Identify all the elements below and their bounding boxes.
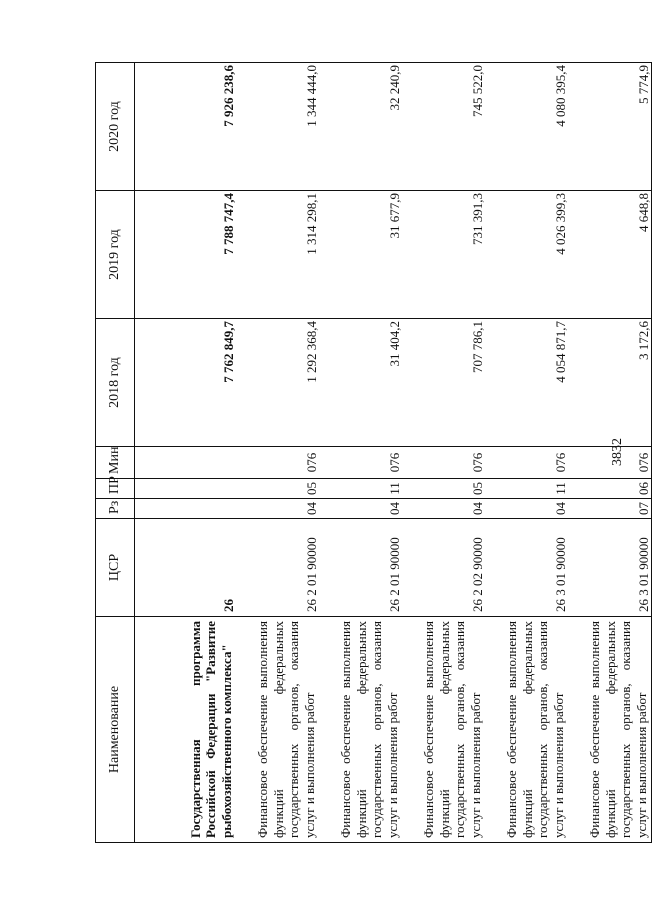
- row-2019: 31 677,9: [319, 191, 402, 319]
- row-2018: 7 762 849,7: [135, 319, 237, 447]
- header-pr: ПР: [96, 479, 135, 499]
- row-rz: 07: [568, 499, 652, 519]
- row-2020: 5 774,9: [568, 63, 652, 191]
- row-csr: 26 3 01 90000: [568, 519, 652, 617]
- row-min: 076: [485, 447, 568, 479]
- row-2018: 3 172,6: [568, 319, 652, 447]
- table-row: [402, 63, 485, 843]
- row-2020: 1 344 444,0: [236, 63, 319, 191]
- row-csr: 26 2 01 90000: [319, 519, 402, 617]
- row-2020: 745 522,0: [402, 63, 485, 191]
- table-row: [485, 63, 568, 843]
- row-rz: [135, 499, 237, 519]
- row-csr: 26 2 02 90000: [402, 519, 485, 617]
- header-rz: Рз: [96, 499, 135, 519]
- row-min: 076: [402, 447, 485, 479]
- row-pr: [135, 479, 237, 499]
- row-2019: 731 391,3: [402, 191, 485, 319]
- row-min: 076: [236, 447, 319, 479]
- header-2020: 2020 год: [96, 63, 135, 191]
- table-row: [319, 63, 402, 843]
- row-name: Государственная программа Российской Федерации "Развитие рыбохозяйственного комплекса": [135, 617, 237, 843]
- header-row: [96, 63, 135, 843]
- row-2018: 707 786,1: [402, 319, 485, 447]
- row-2019: 7 788 747,4: [135, 191, 237, 319]
- row-2019: 4 026 399,3: [485, 191, 568, 319]
- row-pr: 06: [568, 479, 652, 499]
- row-pr: 05: [236, 479, 319, 499]
- row-min: 076: [319, 447, 402, 479]
- row-rz: 04: [402, 499, 485, 519]
- page-number: 3832: [610, 438, 625, 466]
- table-row: [135, 63, 237, 843]
- row-rz: 04: [236, 499, 319, 519]
- header-min: Мин: [96, 447, 135, 479]
- row-pr: 05: [402, 479, 485, 499]
- budget-table: [95, 62, 652, 843]
- row-2020: 7 926 238,6: [135, 63, 237, 191]
- row-pr: 11: [485, 479, 568, 499]
- row-2018: 4 054 871,7: [485, 319, 568, 447]
- row-name: Финансовое обеспечение выполнения функций федеральных государственных органов, оказания услуг и выполнения работ: [236, 617, 319, 843]
- row-rz: 04: [319, 499, 402, 519]
- row-csr: 26 2 01 90000: [236, 519, 319, 617]
- row-min: 076: [568, 447, 652, 479]
- row-name: Финансовое обеспечение выполнения функций федеральных государственных органов, оказания услуг и выполнения работ: [568, 617, 652, 843]
- header-csr: ЦСР: [96, 519, 135, 617]
- row-csr: 26: [135, 519, 237, 617]
- table-row: [568, 63, 652, 843]
- header-2019: 2019 год: [96, 191, 135, 319]
- header-name: Наименование: [96, 617, 135, 843]
- row-2018: 31 404,2: [319, 319, 402, 447]
- row-2019: 1 314 298,1: [236, 191, 319, 319]
- row-2019: 4 648,8: [568, 191, 652, 319]
- row-2018: 1 292 368,4: [236, 319, 319, 447]
- row-name: Финансовое обеспечение выполнения функций федеральных государственных органов, оказания услуг и выполнения работ: [402, 617, 485, 843]
- header-2018: 2018 год: [96, 319, 135, 447]
- row-name: Финансовое обеспечение выполнения функций федеральных государственных органов, оказания услуг и выполнения работ: [485, 617, 568, 843]
- row-min: [135, 447, 237, 479]
- row-rz: 04: [485, 499, 568, 519]
- row-2020: 4 080 395,4: [485, 63, 568, 191]
- row-name: Финансовое обеспечение выполнения функций федеральных государственных органов, оказания услуг и выполнения работ: [319, 617, 402, 843]
- row-pr: 11: [319, 479, 402, 499]
- table-row: [236, 63, 319, 843]
- row-2020: 32 240,9: [319, 63, 402, 191]
- row-csr: 26 3 01 90000: [485, 519, 568, 617]
